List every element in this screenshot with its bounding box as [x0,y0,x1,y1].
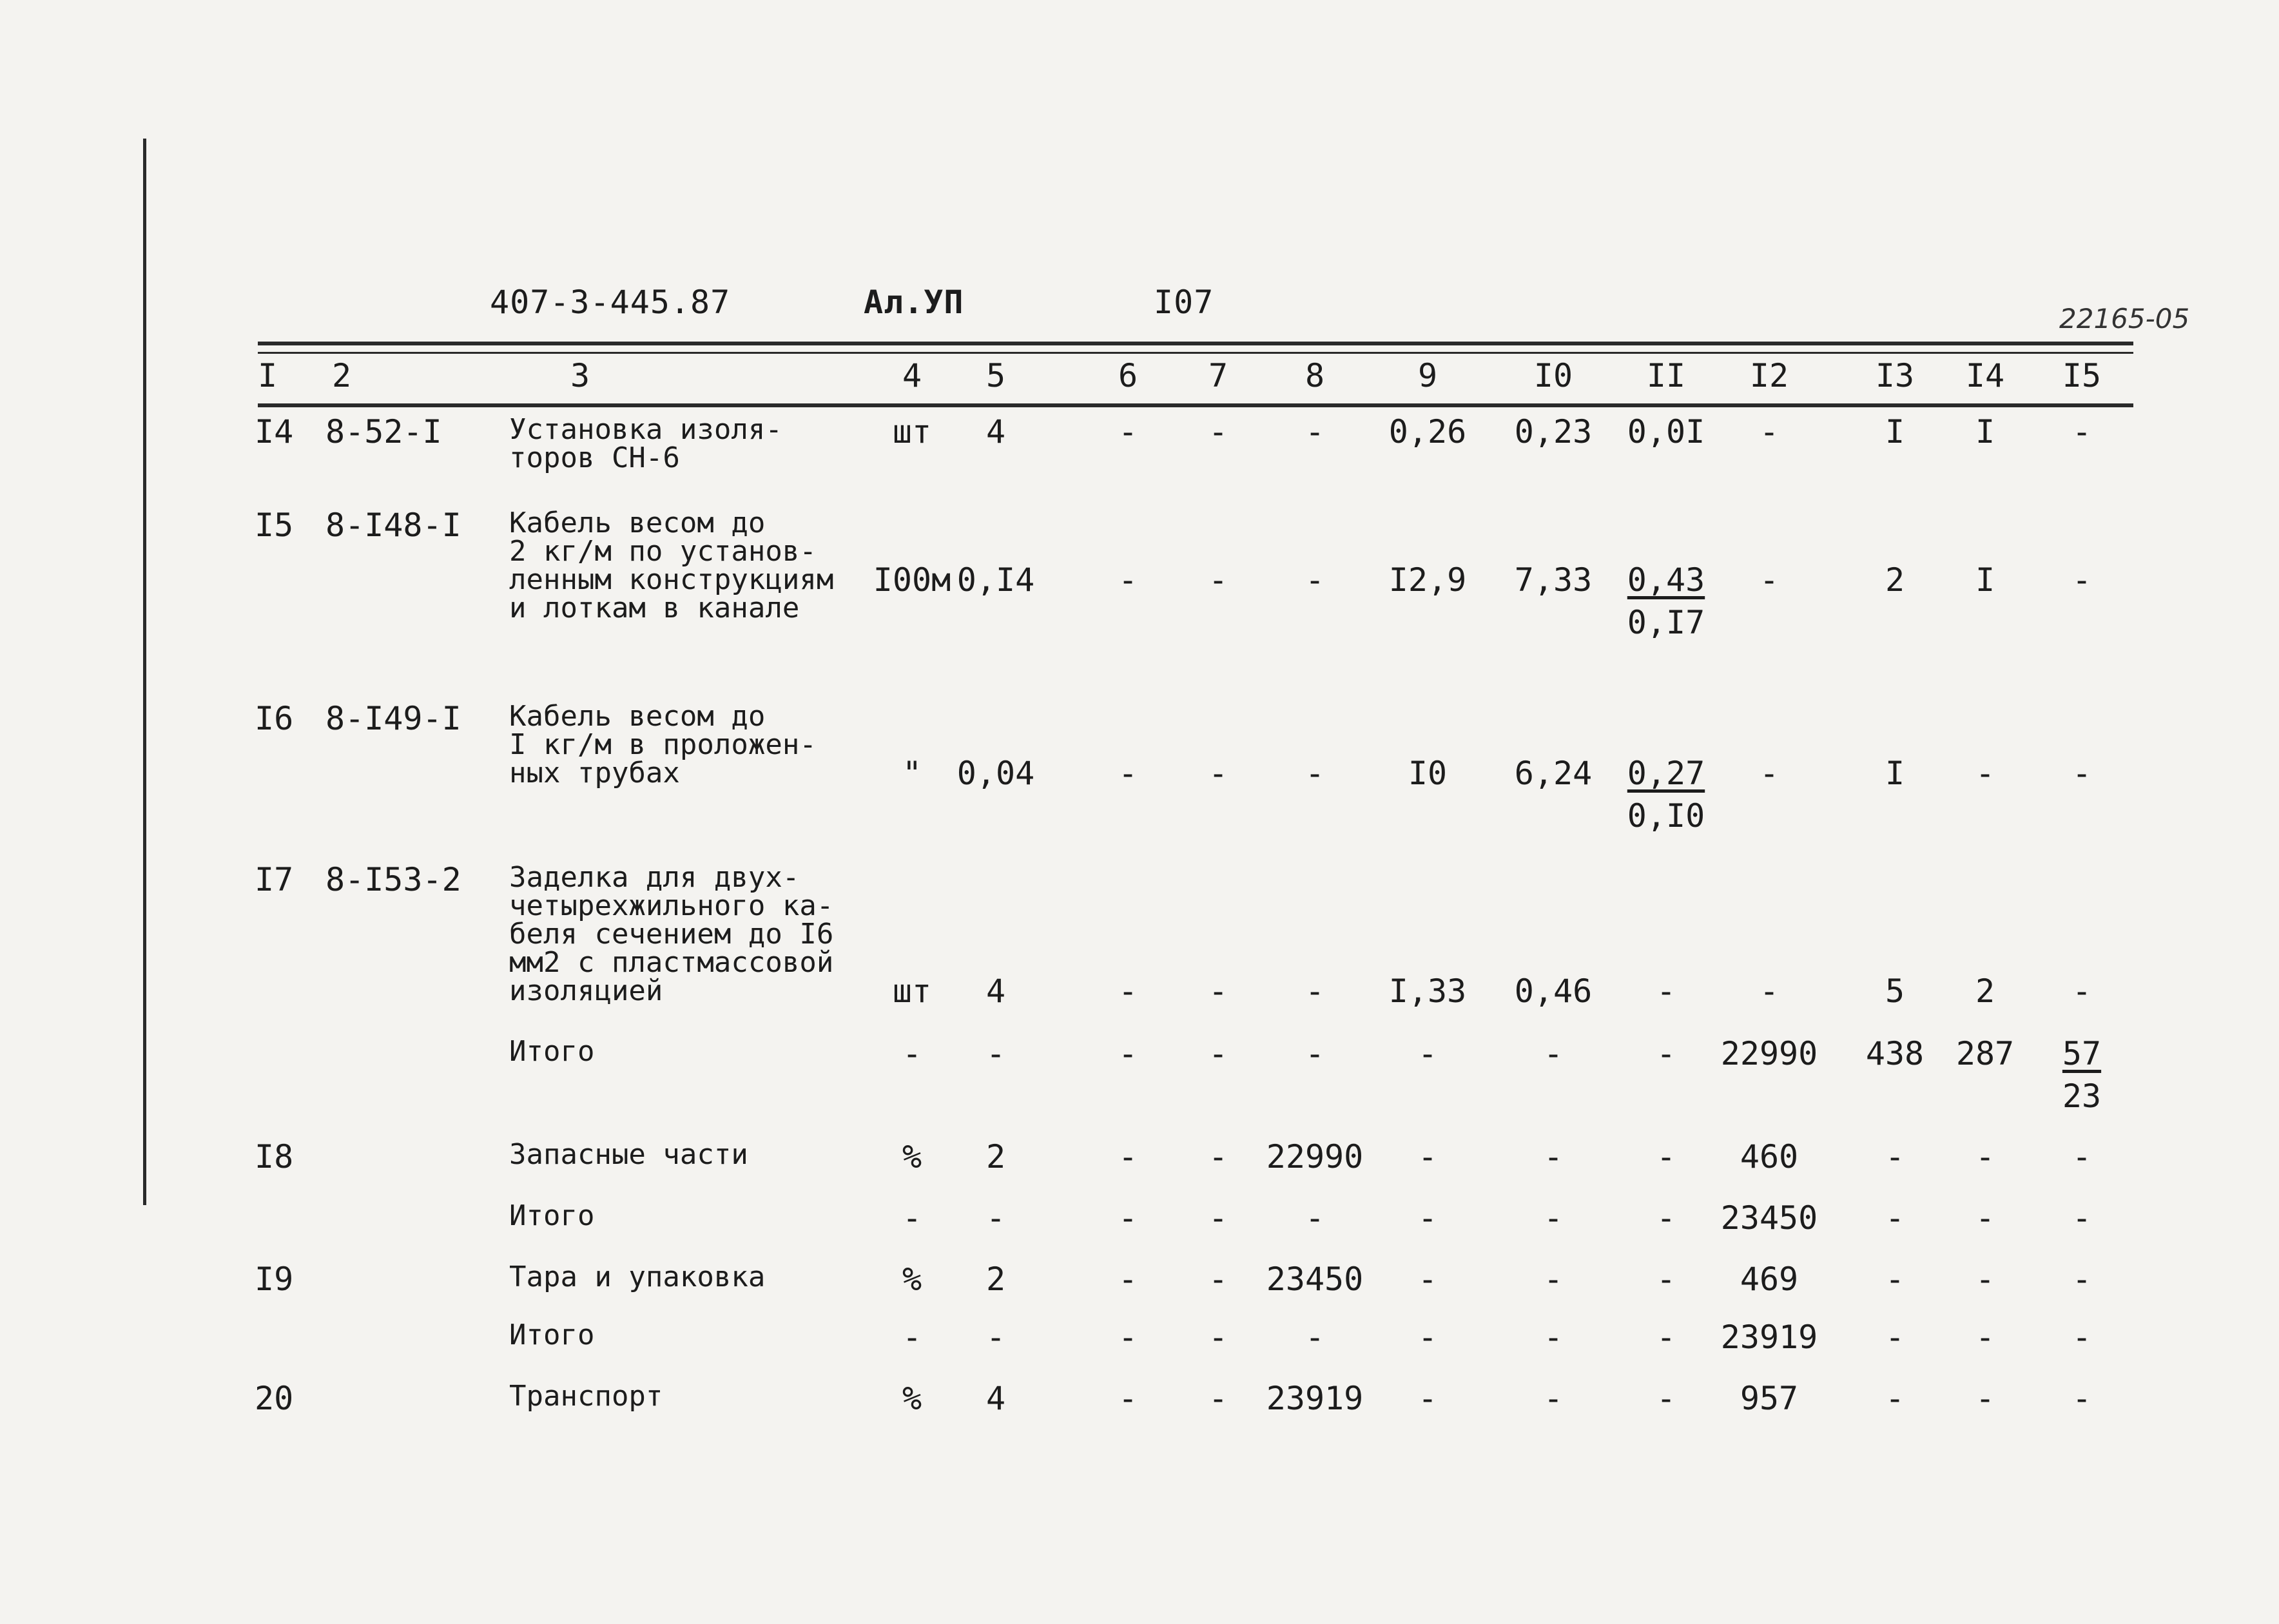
column-header-2: 2 [331,357,352,394]
header-bottom-rule [258,403,2133,407]
cell-col10: - [1543,1199,1564,1237]
cell-col6: - [1118,1261,1138,1298]
cell-col13: - [1885,1380,1905,1417]
cell-col9: I2,9 [1388,561,1467,599]
archive-stamp: 22165-05 [2059,303,2190,334]
cell-col7: - [1208,1319,1228,1356]
cell-col13: - [1885,1261,1905,1298]
cell-col6: - [1118,1035,1138,1072]
cell-col8: - [1304,1035,1325,1072]
cell-col10: - [1543,1380,1564,1417]
cell-col15: - [2071,972,2092,1010]
cell-col4: - [902,1319,922,1356]
cell-col13: - [1885,1138,1905,1175]
cell-col12: 460 [1740,1138,1799,1175]
cell-col8: - [1304,972,1325,1010]
cell-col10: - [1543,1138,1564,1175]
cell-col12: - [1759,972,1780,1010]
row-number: 20 [255,1380,294,1417]
cell-col6: - [1118,972,1138,1010]
cell-col4: % [902,1138,922,1175]
cell-col9: - [1417,1138,1438,1175]
cell-col12: - [1759,561,1780,599]
table-top-rule [258,342,2133,345]
work-description: Кабель весом до 2 кг/м по установ- ленным конструкциям и лоткам в канале [509,507,834,624]
work-description: Заделка для двух- четырехжильного ка- беля сечением до I6 мм2 с пластмассовой изоляцией [509,861,834,1007]
cell-col9: - [1417,1035,1438,1072]
cell-col12: - [1759,755,1780,792]
cell-col9: I0 [1408,755,1448,792]
cell-col6: - [1118,561,1138,599]
cell-col7: - [1208,755,1228,792]
column-header-10: I0 [1533,357,1573,394]
cell-col8: 23919 [1266,1380,1364,1417]
cell-col12: 22990 [1720,1035,1818,1072]
album-label: Ал.УП [864,284,964,321]
work-description: Итого [509,1035,595,1068]
cell-col6: - [1118,1319,1138,1356]
cell-col13: 2 [1885,561,1905,599]
col11-stacked-value [1627,561,1705,641]
column-header-9: 9 [1417,357,1438,394]
row-number: I8 [255,1138,294,1175]
cell-col14: - [1975,1261,1995,1298]
cell-col10: 7,33 [1514,561,1593,599]
table-top-rule-thin [258,352,2133,354]
cell-col8: 22990 [1266,1138,1364,1175]
cell-col13: - [1885,1199,1905,1237]
cell-col10: 0,23 [1514,413,1593,450]
cell-col15: - [2071,1199,2092,1237]
rate-code: 8-I48-I [325,507,461,544]
cell-col10: - [1543,1261,1564,1298]
cell-col9: I,33 [1388,972,1467,1010]
cell-col9: - [1417,1380,1438,1417]
cell-col4: шт [892,972,932,1010]
column-header-5: 5 [985,357,1006,394]
cell-col14: I [1975,413,1995,450]
cell-col12: 23450 [1720,1199,1818,1237]
column-header-12: I2 [1749,357,1789,394]
cell-col7: - [1208,1138,1228,1175]
cell-col9: 0,26 [1388,413,1467,450]
cell-col5: 4 [985,413,1006,450]
cell-col5: 2 [985,1138,1006,1175]
cell-col7: - [1208,972,1228,1010]
cell-col12: - [1759,413,1780,450]
column-header-13: I3 [1875,357,1915,394]
cell-col9: - [1417,1319,1438,1356]
cell-col13: 5 [1885,972,1905,1010]
cell-col13: I [1885,413,1905,450]
cell-col15: - [2071,1380,2092,1417]
column-header-7: 7 [1208,357,1228,394]
cell-col11: - [1656,1380,1676,1417]
rate-code: 8-I53-2 [325,861,461,898]
cell-col10: 0,46 [1514,972,1593,1010]
cell-col7: - [1208,1261,1228,1298]
cell-col6: - [1118,755,1138,792]
work-description: Итого [509,1319,595,1351]
cell-col5: 2 [985,1261,1006,1298]
cell-col7: - [1208,561,1228,599]
cell-col11: 0,0I [1627,413,1705,450]
cell-col5: - [985,1035,1006,1072]
column-header-15: I5 [2062,357,2102,394]
cell-col5: 0,04 [956,755,1035,792]
work-description: Запасные части [509,1138,748,1171]
cell-col4: I00м [873,561,951,599]
row-number: I5 [255,507,294,544]
work-description: Итого [509,1199,595,1232]
cell-col14: - [1975,755,1995,792]
cell-col13: 438 [1865,1035,1925,1072]
cell-col6: - [1118,1380,1138,1417]
cell-col15: - [2071,755,2092,792]
cell-col6: - [1118,1138,1138,1175]
rate-code: 8-I49-I [325,700,461,737]
cell-col14: - [1975,1380,1995,1417]
col15-stacked-value [2062,1035,2102,1115]
cell-col7: - [1208,1199,1228,1237]
cell-col5: 4 [985,972,1006,1010]
cell-col4: - [902,1199,922,1237]
cell-col4: - [902,1035,922,1072]
doc-code: 407-3-445.87 [490,284,731,321]
work-description: Транспорт [509,1380,663,1413]
stack-top-value: 0,27 [1627,755,1705,792]
left-margin-line [143,139,146,1205]
cell-col4: шт [892,413,932,450]
cell-col11: - [1656,1261,1676,1298]
stack-bottom-value: 0,I0 [1627,797,1705,835]
cell-col13: I [1885,755,1905,792]
cell-col14: 287 [1955,1035,2015,1072]
cell-col8: - [1304,1199,1325,1237]
column-header-4: 4 [902,357,922,394]
cell-col10: - [1543,1035,1564,1072]
cell-col6: - [1118,413,1138,450]
cell-col5: 0,I4 [956,561,1035,599]
cell-col8: 23450 [1266,1261,1364,1298]
cell-col14: 2 [1975,972,1995,1010]
cell-col11: - [1656,1199,1676,1237]
cell-col14: - [1975,1199,1995,1237]
row-number: I6 [255,700,294,737]
stack-bottom-value: 23 [2062,1078,2102,1115]
cell-col11: - [1656,1035,1676,1072]
cell-col11: - [1656,1138,1676,1175]
col11-stacked-value [1627,755,1705,835]
cell-col15: - [2071,1261,2092,1298]
cell-col10: - [1543,1319,1564,1356]
cell-col12: 469 [1740,1261,1799,1298]
cell-col8: - [1304,413,1325,450]
stack-bottom-value: 0,I7 [1627,604,1705,641]
column-header-8: 8 [1304,357,1325,394]
cell-col9: - [1417,1199,1438,1237]
page-number: I07 [1154,284,1214,321]
cell-col8: - [1304,561,1325,599]
cell-col13: - [1885,1319,1905,1356]
cell-col15: - [2071,561,2092,599]
cell-col11: - [1656,972,1676,1010]
stack-top-value: 57 [2062,1035,2102,1072]
cell-col12: 957 [1740,1380,1799,1417]
work-description: Установка изоля- торов СН-6 [509,413,782,474]
column-header-1: I [257,357,278,394]
column-header-11: II [1646,357,1686,394]
cell-col10: 6,24 [1514,755,1593,792]
cell-col15: - [2071,1319,2092,1356]
work-description: Тара и упаковка [509,1261,766,1293]
cell-col8: - [1304,1319,1325,1356]
work-description: Кабель весом до I кг/м в проложен- ных трубах [509,700,817,789]
cell-col8: - [1304,755,1325,792]
row-number: I7 [255,861,294,898]
cell-col9: - [1417,1261,1438,1298]
column-header-6: 6 [1118,357,1138,394]
cell-col12: 23919 [1720,1319,1818,1356]
cell-col4: % [902,1380,922,1417]
row-number: I4 [255,413,294,450]
cell-col14: I [1975,561,1995,599]
rate-code: 8-52-I [325,413,442,450]
cell-col5: - [985,1199,1006,1237]
cell-col7: - [1208,1380,1228,1417]
cell-col5: - [985,1319,1006,1356]
cell-col4: % [902,1261,922,1298]
stack-top-value: 0,43 [1627,561,1705,599]
cell-col15: - [2071,413,2092,450]
cell-col11: - [1656,1319,1676,1356]
cell-col14: - [1975,1138,1995,1175]
column-header-14: I4 [1965,357,2005,394]
cell-col14: - [1975,1319,1995,1356]
cell-col15: - [2071,1138,2092,1175]
row-number: I9 [255,1261,294,1298]
cell-col7: - [1208,1035,1228,1072]
cell-col4: " [902,755,922,792]
column-header-3: 3 [570,357,590,394]
cell-col7: - [1208,413,1228,450]
cell-col5: 4 [985,1380,1006,1417]
cell-col6: - [1118,1199,1138,1237]
